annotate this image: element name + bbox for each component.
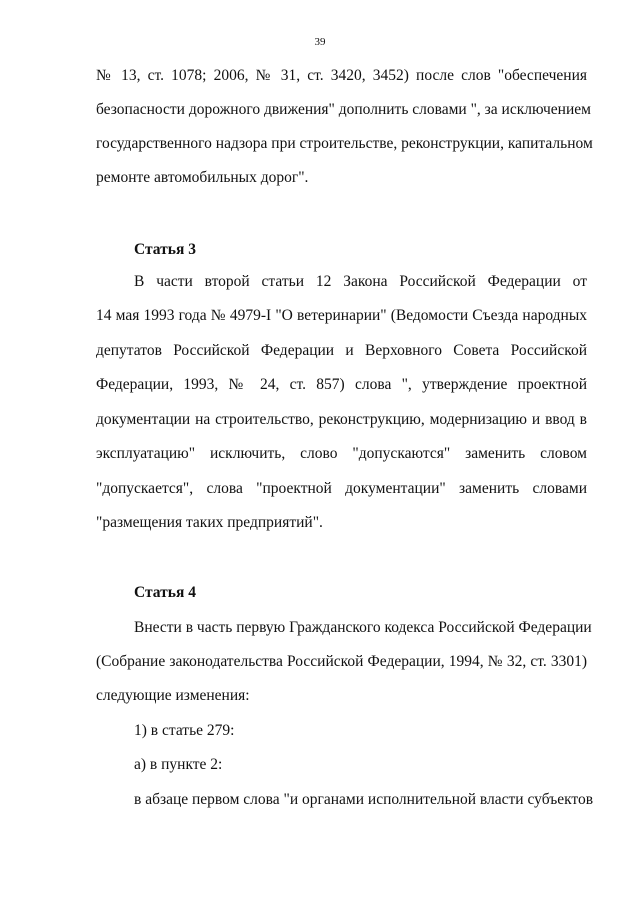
page-number: 39 xyxy=(314,36,326,48)
article-heading: Статья 4 xyxy=(134,584,196,601)
paragraph-line: Внести в часть первую Гражданского кодекса Российской Федерации xyxy=(134,619,592,636)
paragraph-line: безопасности дорожного движения" дополнить словами ", за исключением xyxy=(96,101,591,118)
paragraph-line: Федерации, 1993, № 24, ст. 857) слова ", утверждение проектной xyxy=(96,376,587,393)
paragraph-line: ремонте автомобильных дорог". xyxy=(96,169,309,186)
paragraph-line: в абзаце первом слова "и органами исполнительной власти субъектов xyxy=(134,791,594,808)
paragraph-line: депутатов Российской Федерации и Верховного Совета Российской xyxy=(96,342,587,359)
paragraph-line: № 13, ст. 1078; 2006, № 31, ст. 3420, 3452) после слов "обеспечения xyxy=(96,67,587,84)
article-heading: Статья 3 xyxy=(134,241,196,258)
paragraph-line: документации на строительство, реконструкцию, модернизацию и ввод в xyxy=(96,411,587,428)
paragraph-line: 1) в статье 279: xyxy=(134,722,235,739)
paragraph-line: "размещения таких предприятий". xyxy=(96,514,323,531)
paragraph-line: государственного надзора при строительстве, реконструкции, капитальном xyxy=(96,135,593,152)
paragraph-line: 14 мая 1993 года № 4979-I "О ветеринарии" (Ведомости Съезда народных xyxy=(96,307,587,324)
paragraph-line: В части второй статьи 12 Закона Российской Федерации от xyxy=(134,273,587,290)
paragraph-line: а) в пункте 2: xyxy=(134,756,223,773)
paragraph-line: эксплуатацию" исключить, слово "допускаются" заменить словом xyxy=(96,445,587,462)
paragraph-line: (Собрание законодательства Российской Федерации, 1994, № 32, ст. 3301) xyxy=(96,653,587,670)
paragraph-line: следующие изменения: xyxy=(96,687,250,704)
paragraph-line: "допускается", слова "проектной документации" заменить словами xyxy=(96,480,587,497)
